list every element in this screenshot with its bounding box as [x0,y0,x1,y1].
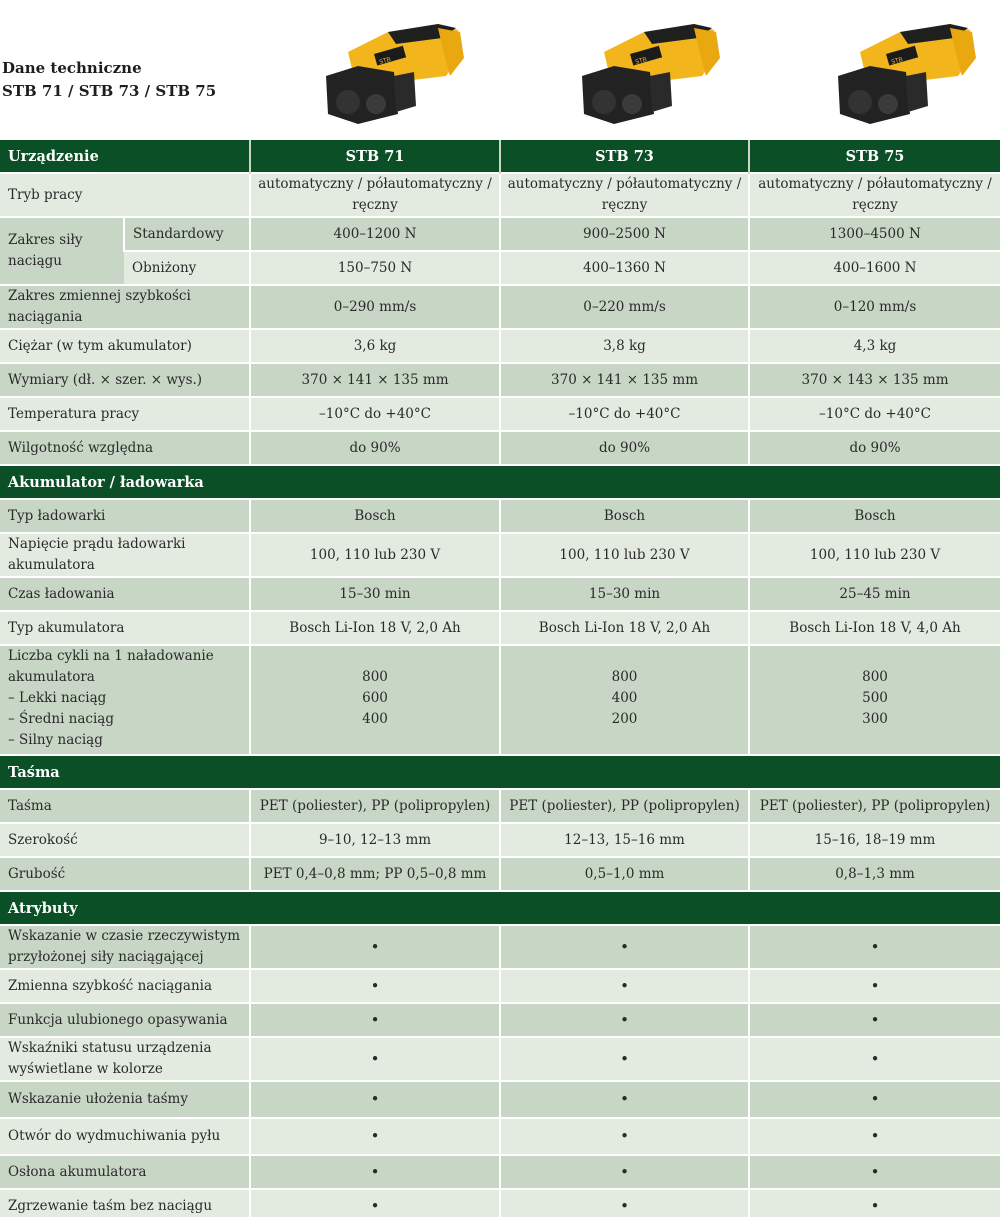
row-sub-label: Standardowy [124,217,250,251]
bullet-mark: • [749,1155,1000,1189]
row-label: Zmienna szybkość naciągania [0,969,250,1003]
cycles-label: Liczba cykli na 1 naładowanie akumulatora [8,648,214,685]
page-title [2,57,216,103]
section-title: Urządzenie [0,139,250,173]
cell-value: 370 × 141 × 135 mm [250,363,500,397]
section-header-device [0,139,1000,173]
bullet-mark: • [500,1081,749,1118]
row-label: Szerokość [0,823,250,857]
row-label: Otwór do wydmuchiwania pyłu [0,1118,250,1155]
cell-value: 150–750 N [250,251,500,285]
row-label: Wskazanie w czasie rzeczywistym przyłożonej siły naciągającej [0,925,250,969]
cell-value: automatyczny / półautomatyczny / ręczny [749,173,1000,217]
section-title: Atrybuty [0,891,1000,925]
product-label-text: STB [378,55,392,66]
bullet-mark: • [749,1037,1000,1081]
table-row [0,251,1000,285]
cell-value: Bosch [749,499,1000,533]
cell-value: 15–30 min [500,577,749,611]
cell-value: automatyczny / półautomatyczny / ręczny [500,173,749,217]
cell-value: 900–2500 N [500,217,749,251]
cell-value: do 90% [500,431,749,465]
row-label: Wilgotność względna [0,431,250,465]
cell-value: 400–1360 N [500,251,749,285]
cell-value: Bosch Li-Ion 18 V, 2,0 Ah [500,611,749,645]
table-row [0,217,1000,251]
cell-value [749,645,1000,755]
table-row [0,857,1000,891]
row-label: Zakres zmiennej szybkości naciągania [0,285,250,329]
cell-value: 400–1200 N [250,217,500,251]
product-image-stb71 [318,14,468,126]
spec-table [0,138,1000,1217]
column-header-stb71: STB 71 [250,139,500,173]
cell-value: PET (poliester), PP (polipropylen) [250,789,500,823]
bullet-mark: • [250,925,500,969]
section-header-battery [0,465,1000,499]
cell-value: Bosch Li-Ion 18 V, 4,0 Ah [749,611,1000,645]
row-label: Funkcja ulubionego opasywania [0,1003,250,1037]
product-image-stb73 [574,14,724,126]
row-label: Tryb pracy [0,173,250,217]
table-row [0,925,1000,969]
cell-value: 0,8–1,3 mm [749,857,1000,891]
bullet-mark: • [500,1003,749,1037]
cell-value: do 90% [250,431,500,465]
bullet-mark: • [500,1118,749,1155]
cell-value: 4,3 kg [749,329,1000,363]
cell-value: –10°C do +40°C [250,397,500,431]
bullet-mark: • [749,925,1000,969]
cell-value [500,645,749,755]
bullet-mark: • [250,1081,500,1118]
cell-value: 0–220 mm/s [500,285,749,329]
table-row [0,1189,1000,1217]
bullet-mark: • [749,969,1000,1003]
row-label: Wskaźniki statusu urządzenia wyświetlane w kolorze [0,1037,250,1081]
cycles-medium-value: 400 [611,690,638,706]
bullet-mark: • [250,1155,500,1189]
cell-value: PET (poliester), PP (polipropylen) [500,789,749,823]
cell-value: 1300–4500 N [749,217,1000,251]
bullet-mark: • [749,1003,1000,1037]
row-label: Typ akumulatora [0,611,250,645]
row-label: Napięcie prądu ładowarki akumulatora [0,533,250,577]
section-header-attributes [0,891,1000,925]
bullet-mark: • [250,1118,500,1155]
table-row [0,969,1000,1003]
cell-value: –10°C do +40°C [500,397,749,431]
section-title: Akumulator / ładowarka [0,465,1000,499]
cell-value: Bosch Li-Ion 18 V, 2,0 Ah [250,611,500,645]
cell-value: PET (poliester), PP (polipropylen) [749,789,1000,823]
bullet-mark: • [250,1037,500,1081]
product-label-text: STB [890,55,904,66]
table-row [0,611,1000,645]
bullet-mark: • [749,1081,1000,1118]
cycles-light-value: 800 [862,669,888,685]
cell-value: 25–45 min [749,577,1000,611]
bullet-mark: • [500,1037,749,1081]
bullet-mark: • [500,969,749,1003]
cell-value: 370 × 143 × 135 mm [749,363,1000,397]
table-row [0,499,1000,533]
table-row [0,1118,1000,1155]
row-label: Typ ładowarki [0,499,250,533]
cell-value: –10°C do +40°C [749,397,1000,431]
table-row [0,397,1000,431]
cell-value: 100, 110 lub 230 V [500,533,749,577]
table-row [0,1081,1000,1118]
section-title: Taśma [0,755,1000,789]
row-label: Wymiary (dł. × szer. × wys.) [0,363,250,397]
bullet-mark: • [500,1189,749,1217]
cell-value [250,645,500,755]
row-label: Czas ładowania [0,577,250,611]
cycles-medium-value: 500 [862,690,888,706]
cycles-light-value: 800 [362,669,388,685]
cell-value: 15–30 min [250,577,500,611]
table-row [0,789,1000,823]
table-row [0,577,1000,611]
cell-value: Bosch [250,499,500,533]
cycles-strong-value: 400 [362,711,388,727]
table-row [0,285,1000,329]
row-label: Taśma [0,789,250,823]
title-line-1: Dane techniczne [2,59,142,77]
cycles-light-label: – Lekki naciąg [8,690,107,706]
cycles-strong-label: – Silny naciąg [8,732,103,748]
table-row [0,173,1000,217]
cycles-medium-value: 600 [362,690,388,706]
table-row [0,1155,1000,1189]
row-group-label: Zakres siły naciągu [0,217,124,285]
cycles-medium-label: – Średni naciąg [8,711,114,727]
cycles-strong-value: 300 [862,711,888,727]
row-label: Osłona akumulatora [0,1155,250,1189]
cell-value: 12–13, 15–16 mm [500,823,749,857]
row-sub-label: Obniżony [124,251,250,285]
cell-value: 400–1600 N [749,251,1000,285]
column-header-stb73: STB 73 [500,139,749,173]
row-label: Zgrzewanie taśm bez naciągu [0,1189,250,1217]
title-line-2: STB 71 / STB 73 / STB 75 [2,82,217,100]
cell-value: Bosch [500,499,749,533]
row-label: Wskazanie ułożenia taśmy [0,1081,250,1118]
cell-value: 100, 110 lub 230 V [749,533,1000,577]
table-row [0,363,1000,397]
row-label: Temperatura pracy [0,397,250,431]
row-label: Ciężar (w tym akumulator) [0,329,250,363]
column-header-stb75: STB 75 [749,139,1000,173]
product-label-text: STB [634,55,648,66]
bullet-mark: • [749,1118,1000,1155]
bullet-mark: • [250,1189,500,1217]
cell-value: 3,8 kg [500,329,749,363]
cell-value: 9–10, 12–13 mm [250,823,500,857]
cycles-light-value: 800 [611,669,638,685]
cell-value: 3,6 kg [250,329,500,363]
table-row [0,1003,1000,1037]
section-header-strap [0,755,1000,789]
cell-value: do 90% [749,431,1000,465]
product-image-stb75 [830,14,980,126]
cell-value: 0–120 mm/s [749,285,1000,329]
cell-value: 370 × 141 × 135 mm [500,363,749,397]
cell-value: 0–290 mm/s [250,285,500,329]
cycles-strong-value: 200 [611,711,638,727]
cell-value: 15–16, 18–19 mm [749,823,1000,857]
cell-value: 0,5–1,0 mm [500,857,749,891]
table-row [0,329,1000,363]
page-header [0,0,1000,138]
table-row [0,823,1000,857]
row-label [0,645,250,755]
table-row [0,1037,1000,1081]
bullet-mark: • [500,1155,749,1189]
bullet-mark: • [250,1003,500,1037]
table-row [0,431,1000,465]
row-label: Grubość [0,857,250,891]
table-row-cycles [0,645,1000,755]
bullet-mark: • [500,925,749,969]
bullet-mark: • [250,969,500,1003]
table-row [0,533,1000,577]
cell-value: automatyczny / półautomatyczny / ręczny [250,173,500,217]
bullet-mark: • [749,1189,1000,1217]
cell-value: 100, 110 lub 230 V [250,533,500,577]
cell-value: PET 0,4–0,8 mm; PP 0,5–0,8 mm [250,857,500,891]
